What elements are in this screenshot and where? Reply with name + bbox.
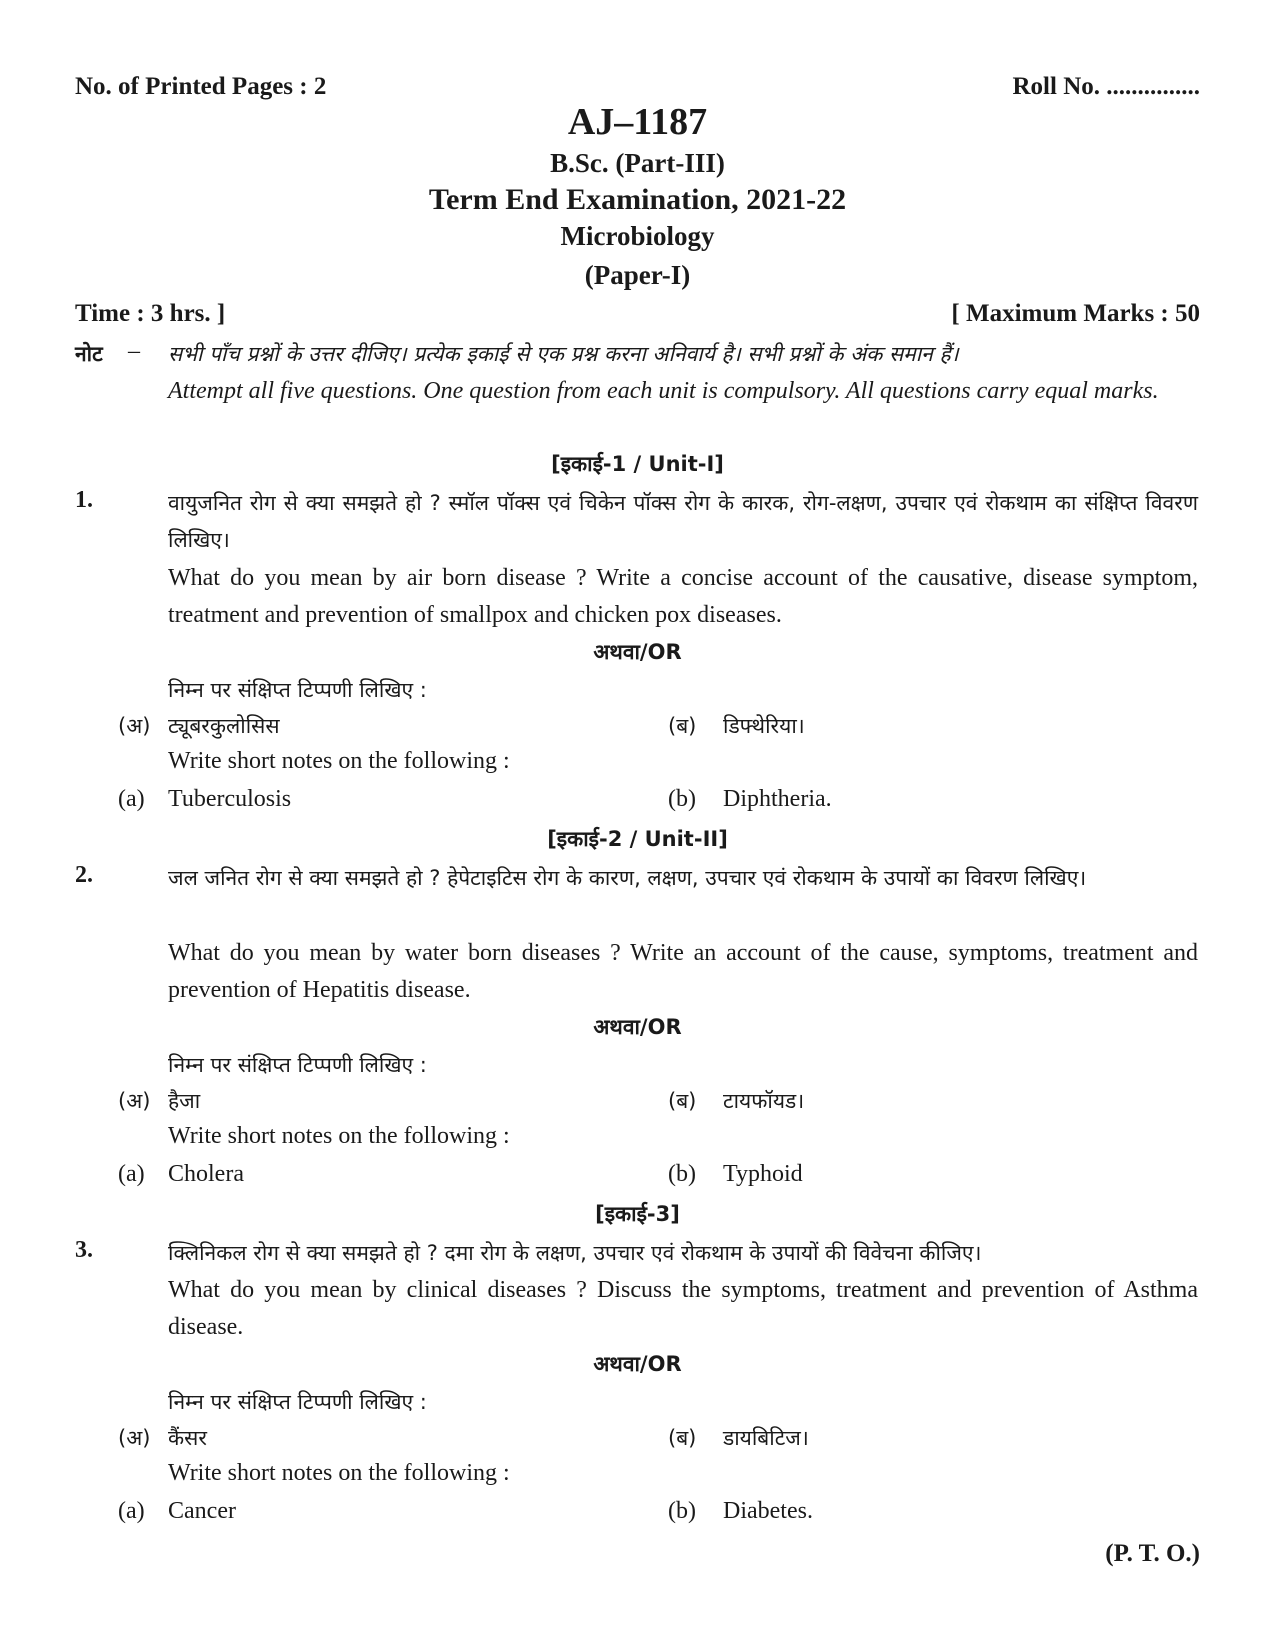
note-dash: – bbox=[128, 338, 140, 364]
unit-3-notes-hindi: निम्न पर संक्षिप्त टिप्पणी लिखिए : bbox=[168, 1390, 427, 1414]
unit-2-heading: [इकाई-2 / Unit-II] bbox=[547, 827, 728, 851]
unit-1-a-english: Tuberculosis bbox=[168, 786, 292, 812]
unit-1-a-hindi-label: (अ) bbox=[118, 714, 151, 738]
unit-3-b-hindi-label: (ब) bbox=[668, 1426, 697, 1450]
unit-1-b-label: (b) bbox=[668, 786, 696, 812]
note-label: नोट bbox=[75, 342, 103, 366]
unit-2-or: अथवा/OR bbox=[593, 1015, 682, 1039]
unit-1-a-hindi: ट्यूबरकुलोसिस bbox=[168, 714, 280, 738]
question-2-hindi: जल जनित रोग से क्या समझते हो ? हेपेटाइटिस रोग के कारण, लक्षण, उपचार एवं रोकथाम के उपायों का विवरण लिखिए। bbox=[168, 866, 1087, 890]
unit-2-b-english: Typhoid bbox=[723, 1161, 803, 1187]
unit-1-heading: [इकाई-1 / Unit-I] bbox=[551, 452, 724, 476]
paper-code: AJ–1187 bbox=[567, 101, 708, 143]
question-1-number: 1. bbox=[75, 487, 93, 513]
paper-title: (Paper-I) bbox=[584, 260, 691, 290]
unit-1-b-hindi-label: (ब) bbox=[668, 714, 697, 738]
unit-2-a-hindi-label: (अ) bbox=[118, 1089, 151, 1113]
max-marks: [ Maximum Marks : 50 bbox=[951, 300, 1200, 327]
unit-3-notes-english: Write short notes on the following : bbox=[168, 1460, 510, 1486]
note-hindi: सभी पाँच प्रश्नों के उत्तर दीजिए। प्रत्येक इकाई से एक प्रश्न करना अनिवार्य है। सभी प्रश्नों के अंक समान हैं। bbox=[168, 342, 959, 366]
question-3-number: 3. bbox=[75, 1237, 93, 1263]
unit-3-or: अथवा/OR bbox=[593, 1352, 682, 1376]
unit-2-notes-hindi: निम्न पर संक्षिप्त टिप्पणी लिखिए : bbox=[168, 1053, 427, 1077]
unit-2-a-hindi: हैजा bbox=[168, 1089, 201, 1113]
time-label: Time : 3 hrs. ] bbox=[75, 300, 226, 327]
roll-no: Roll No. ............... bbox=[1012, 73, 1200, 100]
unit-3-b-label: (b) bbox=[668, 1498, 696, 1524]
question-1-hindi: वायुजनित रोग से क्या समझते हो ? स्मॉल पॉक्स एवं चिकेन पॉक्स रोग के कारक, रोग-लक्षण, उपचार एवं रोकथाम का संक्षिप्त विवरण लिखिए। bbox=[168, 491, 1198, 552]
unit-1-b-english: Diphtheria. bbox=[723, 786, 832, 812]
unit-3-heading: [इकाई-3] bbox=[595, 1202, 680, 1226]
question-3-english: What do you mean by clinical diseases ? Discuss the symptoms, treatment and prevention of Asthma disease. bbox=[168, 1277, 1198, 1340]
unit-3-a-hindi: कैंसर bbox=[168, 1426, 207, 1450]
unit-1-or: अथवा/OR bbox=[593, 640, 682, 664]
unit-3-a-hindi-label: (अ) bbox=[118, 1426, 151, 1450]
unit-2-a-english: Cholera bbox=[168, 1161, 244, 1187]
printed-pages: No. of Printed Pages : 2 bbox=[75, 73, 327, 100]
unit-2-b-label: (b) bbox=[668, 1161, 696, 1187]
unit-2-a-label: (a) bbox=[118, 1161, 145, 1187]
unit-3-b-hindi: डायबिटिज। bbox=[723, 1426, 809, 1450]
pto-label: (P. T. O.) bbox=[1105, 1540, 1200, 1567]
exam-title: Term End Examination, 2021-22 bbox=[428, 183, 847, 216]
note-english: Attempt all five questions. One question from each unit is compulsory. All questions carry equal marks. bbox=[168, 378, 1159, 404]
unit-3-a-english: Cancer bbox=[168, 1498, 236, 1524]
unit-1-notes-english: Write short notes on the following : bbox=[168, 748, 510, 774]
subject-title: Microbiology bbox=[560, 221, 715, 251]
course-title: B.Sc. (Part-III) bbox=[550, 148, 725, 178]
unit-2-b-hindi-label: (ब) bbox=[668, 1089, 697, 1113]
question-2-number: 2. bbox=[75, 862, 93, 888]
unit-3-b-english: Diabetes. bbox=[723, 1498, 813, 1524]
unit-1-notes-hindi: निम्न पर संक्षिप्त टिप्पणी लिखिए : bbox=[168, 678, 427, 702]
question-1-english: What do you mean by air born disease ? Write a concise account of the causative, disease symptom, treatment and prevention of smallpox and chicken pox diseases. bbox=[168, 565, 1198, 628]
question-3-hindi: क्लिनिकल रोग से क्या समझते हो ? दमा रोग के लक्षण, उपचार एवं रोकथाम के उपायों की विवेचना कीजिए। bbox=[168, 1241, 982, 1265]
question-2-english: What do you mean by water born diseases ? Write an account of the cause, symptoms, treatment and prevention of Hepatitis disease. bbox=[168, 940, 1198, 1003]
unit-2-notes-english: Write short notes on the following : bbox=[168, 1123, 510, 1149]
unit-1-b-hindi: डिफ्थेरिया। bbox=[723, 714, 805, 738]
unit-1-a-label: (a) bbox=[118, 786, 145, 812]
unit-3-a-label: (a) bbox=[118, 1498, 145, 1524]
unit-2-b-hindi: टायफॉयड। bbox=[723, 1089, 805, 1113]
